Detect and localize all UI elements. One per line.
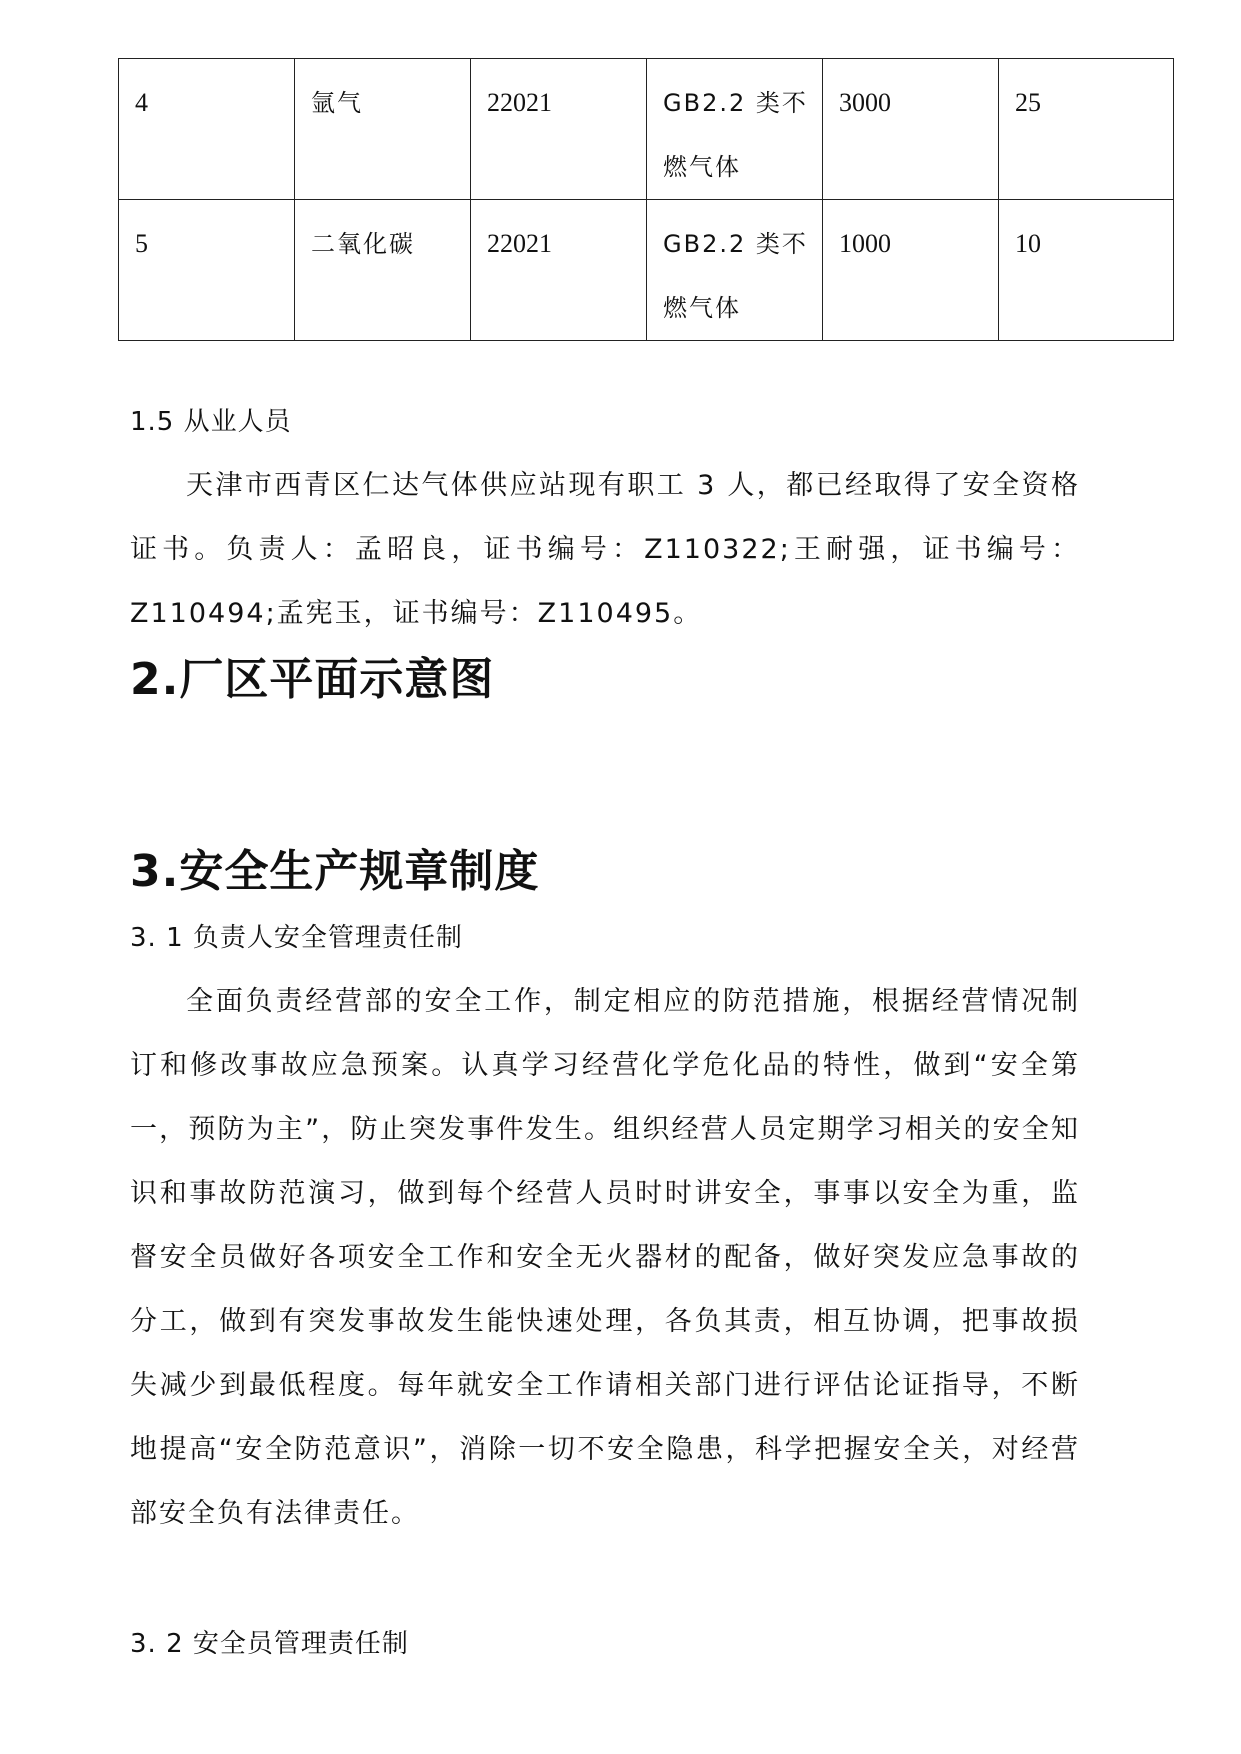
section-3-2-heading: 3. 2 安全员管理责任制 [130,1629,409,1659]
section-2-heading: 2.厂区平面示意图 [130,654,495,705]
section-1-5-paragraph: 天津市西青区仁达气体供应站现有职工 3 人，都已经取得了安全资格证书。负责人：孟昭良，证书编号：Z110322;王耐强，证书编号：Z110494;孟宪玉，证书编号：Z110495。 [130,470,1080,629]
section-1-5-heading: 1.5 从业人员 [130,407,292,437]
table-cell-name: 氩气 [295,59,471,200]
table-row [119,59,1174,200]
gas-inventory-table [118,58,1174,341]
table-cell-qty: 1000 [823,200,999,341]
table-cell-un: 22021 [471,200,647,341]
table-cell-class: GB2.2 类不 燃气体 [647,200,823,341]
table-cell-name: 二氧化碳 [295,200,471,341]
table-cell-last: 25 [999,59,1174,200]
table-cell-last: 10 [999,200,1174,341]
section-3-heading: 3.安全生产规章制度 [130,846,540,897]
table-cell-no: 5 [119,200,295,341]
section-3-1-heading: 3. 1 负责人安全管理责任制 [130,923,463,953]
table-cell-class: GB2.2 类不 燃气体 [647,59,823,200]
section-3-1-paragraph: 全面负责经营部的安全工作，制定相应的防范措施，根据经营情况制订和修改事故应急预案。认真学习经营化学危化品的特性，做到“安全第一，预防为主”，防止突发事件发生。组织经营人员定期学习相关的安全知识和事故防范演习，做到每个经营人员时时讲安全，事事以安全为重，监督安全员做好各项安全工作和安全无火器材的配备，做好突发应急事故的分工，做到有突发事故发生能快速处理，各负其责，相互协调，把事故损失减少到最低程度。每年就安全工作请相关部门进行评估论证指导，不断地提高“安全防范意识”，消除一切不安全隐患，科学把握安全关，对经营部安全负有法律责任。 [130,986,1080,1529]
table-cell-no: 4 [119,59,295,200]
table-cell-qty: 3000 [823,59,999,200]
table-row [119,200,1174,341]
table-cell-un: 22021 [471,59,647,200]
